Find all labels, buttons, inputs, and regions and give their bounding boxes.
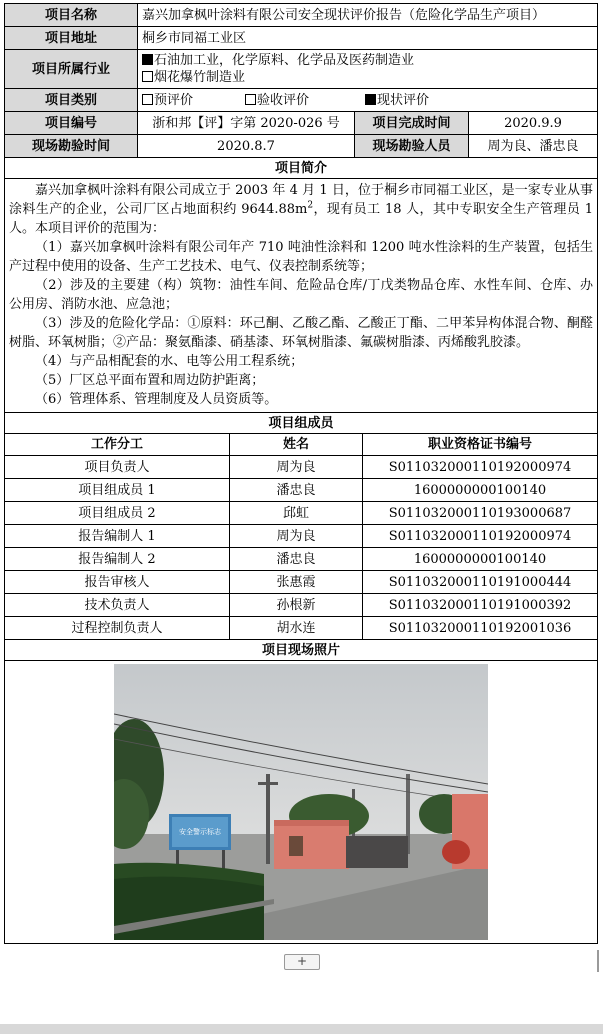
member-role: 过程控制负责人: [5, 617, 230, 640]
checked-box-icon: [365, 94, 376, 105]
scope-item-6: （6）管理体系、管理制度及人员资质等。: [35, 392, 278, 407]
member-name: 周为良: [230, 525, 363, 548]
member-cert: 1600000000100140: [363, 548, 598, 571]
member-name: 胡水连: [230, 617, 363, 640]
scrollbar-thumb[interactable]: [597, 950, 599, 972]
industry-label: 项目所属行业: [5, 50, 138, 89]
photo-cell: [5, 661, 598, 944]
member-name: 周为良: [230, 456, 363, 479]
unchecked-box-icon: [245, 94, 256, 105]
member-role: 技术负责人: [5, 594, 230, 617]
unchecked-box-icon: [142, 71, 153, 82]
member-cert: S011032000110191000392: [363, 594, 598, 617]
scope-item-5: （5）厂区总平面布置和周边防护距离；: [35, 373, 265, 388]
col-header-role: 工作分工: [5, 434, 230, 456]
project-number-label: 项目编号: [5, 112, 138, 135]
survey-time-label: 现场勘验时间: [5, 135, 138, 158]
svg-text:安全警示标志: 安全警示标志: [179, 828, 221, 836]
intro-paragraph: 嘉兴加拿枫叶涂料有限公司成立于 2003 年 4 月 1 日，位于桐乡市同福工业区，是一家专业从事涂料生产的企业，公司厂区占地面积约 $9644.88m^2$，现有员工 18 人，其中专职安全生产管理员 1 人。本项目评价的范围为：: [9, 183, 594, 236]
add-button[interactable]: +: [284, 954, 320, 970]
member-role: 项目组成员 1: [5, 479, 230, 502]
members-table: [4, 412, 598, 944]
project-name-value: 嘉兴加拿枫叶涂料有限公司安全现状评价报告（危险化学品生产项目）: [138, 4, 598, 27]
table-row: [5, 456, 598, 479]
bottom-status-bar: [0, 1024, 603, 1034]
member-name: 孙根新: [230, 594, 363, 617]
table-row: [5, 571, 598, 594]
survey-time-value: 2020.8.7: [138, 135, 355, 158]
table-row: [5, 525, 598, 548]
intro-title: 项目简介: [5, 158, 598, 179]
member-name: 潘忠良: [230, 548, 363, 571]
project-info-table: [4, 3, 598, 413]
member-name: 潘忠良: [230, 479, 363, 502]
site-photo-illustration: [114, 664, 488, 940]
completion-time-value: 2020.9.9: [469, 112, 598, 135]
project-number-value: 浙和邦【评】字第 2020-026 号: [138, 112, 355, 135]
col-header-cert: 职业资格证书编号: [363, 434, 598, 456]
member-role: 报告编制人 2: [5, 548, 230, 571]
industry-option-1: 石油加工业，化学原料、化学品及医药制造业: [142, 52, 593, 69]
intro-body: [5, 179, 598, 413]
member-cert: S011032000110192000974: [363, 525, 598, 548]
type-option-accept: 验收评价: [245, 92, 365, 109]
type-option-current: 现状评价: [365, 93, 429, 108]
member-cert: 1600000000100140: [363, 479, 598, 502]
project-address-label: 项目地址: [5, 27, 138, 50]
unchecked-box-icon: [142, 94, 153, 105]
member-role: 报告编制人 1: [5, 525, 230, 548]
member-role: 报告审核人: [5, 571, 230, 594]
project-type-options: [138, 89, 598, 112]
photos-title: 项目现场照片: [5, 640, 598, 661]
scope-item-1: （1）嘉兴加拿枫叶涂料有限公司年产 710 吨油性涂料和 1200 吨水性涂料的生产装置，包括生产过程中使用的设备、生产工艺技术、电气、仪表控制系统等；: [9, 240, 594, 274]
table-row: [5, 479, 598, 502]
member-cert: S011032000110192000974: [363, 456, 598, 479]
type-option-pre: 预评价: [142, 92, 245, 109]
scope-item-3: （3）涉及的危险化学品：①原料：环己酮、乙酸乙酯、乙酸正丁酯、二甲苯异构体混合物、酮醛树脂、环氧树脂；②产品：聚氨酯漆、硝基漆、环氧树脂漆、氟碳树脂漆、丙烯酸乳胶漆。: [9, 316, 594, 350]
survey-people-label: 现场勘验人员: [355, 135, 469, 158]
member-cert: S011032000110191000444: [363, 571, 598, 594]
member-name: 张惠霞: [230, 571, 363, 594]
member-role: 项目组成员 2: [5, 502, 230, 525]
table-row: [5, 594, 598, 617]
checked-box-icon: [142, 54, 153, 65]
report-document: [4, 3, 597, 944]
member-role: 项目负责人: [5, 456, 230, 479]
member-cert: S011032000110192001036: [363, 617, 598, 640]
project-type-label: 项目类别: [5, 89, 138, 112]
member-cert: S011032000110193000687: [363, 502, 598, 525]
industry-options: [138, 50, 598, 89]
table-row: [5, 617, 598, 640]
members-title: 项目组成员: [5, 413, 598, 434]
project-name-label: 项目名称: [5, 4, 138, 27]
site-photo: [114, 664, 488, 940]
completion-time-label: 项目完成时间: [355, 112, 469, 135]
col-header-name: 姓名: [230, 434, 363, 456]
scope-item-4: （4）与产品相配套的水、电等公用工程系统；: [35, 354, 304, 369]
table-row: [5, 548, 598, 571]
survey-people-value: 周为良、潘忠良: [469, 135, 598, 158]
scope-item-2: （2）涉及的主要建（构）筑物：油性车间、危险品仓库/丁戊类物品仓库、水性车间、仓库、办公用房、消防水池、应急池；: [9, 278, 594, 312]
project-address-value: 桐乡市同福工业区: [138, 27, 598, 50]
member-name: 邱虹: [230, 502, 363, 525]
industry-option-2: 烟花爆竹制造业: [142, 69, 593, 86]
table-row: [5, 502, 598, 525]
